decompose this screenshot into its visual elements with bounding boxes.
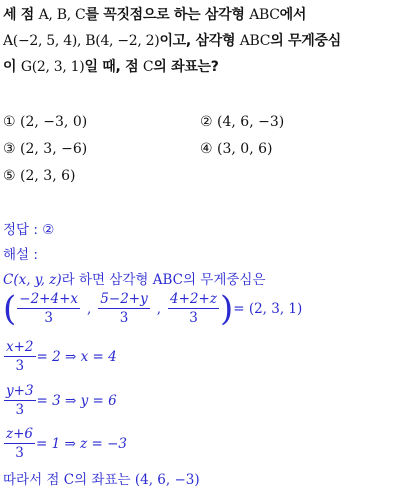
fraction-numerator: z+6	[6, 426, 34, 442]
centroid-equals: = (2, 3, 1)	[233, 300, 303, 317]
option-number: ⑤	[3, 168, 16, 184]
answer-label: 정답 : ②	[3, 222, 55, 238]
fraction-denominator: 3	[15, 402, 25, 418]
option-value: (2, 3, −6)	[20, 141, 88, 157]
solution-line-1	[3, 268, 266, 288]
solution-text: 따라서 점	[3, 472, 64, 488]
option-value: (2, 3, 6)	[20, 168, 76, 184]
option-2[interactable]	[200, 114, 284, 130]
option-value: (3, 0, 6)	[217, 141, 273, 157]
fraction-z	[168, 291, 219, 326]
comma: ,	[87, 300, 92, 317]
option-value: (4, 6, −3)	[217, 114, 285, 130]
option-value: (2, −3, 0)	[20, 114, 88, 130]
fraction-y	[98, 291, 149, 326]
fraction-numerator: 4+2+z	[170, 291, 217, 307]
solution-text: 의 좌표는	[74, 472, 135, 488]
left-paren: (	[3, 288, 17, 329]
point-coords: A(−2, 5, 4), B(4, −2, 2)	[3, 33, 160, 49]
solution-text: 라 하면 삼각형	[61, 272, 153, 288]
fraction-x	[17, 291, 80, 326]
question-text: 이고, 삼각형	[159, 33, 240, 49]
question-text: 이	[3, 59, 21, 75]
question-text: 의 무게중심	[270, 33, 341, 49]
question-line-2	[3, 30, 341, 50]
option-number: ③	[3, 141, 16, 157]
question-text: 에서	[279, 7, 307, 23]
equation-result: = 2 ⇒ x = 4	[36, 348, 117, 365]
points-label: A, B, C	[38, 7, 86, 23]
fraction-numerator: 5−2+y	[100, 291, 148, 307]
equation-z	[3, 426, 127, 461]
option-4[interactable]	[200, 141, 272, 157]
equation-result: = 3 ⇒ y = 6	[36, 392, 117, 409]
fraction-x-eq	[4, 339, 36, 374]
option-number: ④	[200, 141, 213, 157]
option-1[interactable]	[3, 114, 87, 130]
triangle-label: ABC	[249, 7, 280, 23]
option-3[interactable]	[3, 141, 87, 157]
question-text: 세 점	[3, 7, 39, 23]
equation-result: = 1 ⇒ z = −3	[36, 435, 128, 452]
explanation-label: 해설 :	[3, 247, 38, 263]
right-paren: )	[219, 288, 234, 329]
fraction-numerator: −2+4+x	[19, 291, 78, 307]
fraction-numerator: x+2	[6, 339, 34, 355]
fraction-numerator: y+3	[6, 383, 34, 399]
solution-text: 의 무게중심은	[182, 272, 266, 288]
option-number: ①	[3, 114, 16, 130]
fraction-denominator: 3	[15, 445, 24, 461]
option-5[interactable]	[3, 168, 75, 184]
fraction-denominator: 3	[44, 310, 53, 326]
point-label: C	[142, 59, 154, 75]
fraction-denominator: 3	[189, 310, 198, 326]
centroid-coords: G(2, 3, 1)	[20, 59, 85, 75]
final-answer-line	[3, 468, 200, 488]
point-label: C	[63, 472, 75, 488]
triangle-label: ABC	[239, 33, 271, 49]
fraction-denominator: 3	[119, 310, 129, 326]
equation-y	[3, 383, 117, 418]
fraction-z-eq	[4, 426, 35, 461]
option-number: ②	[200, 114, 213, 130]
triangle-label: ABC	[152, 272, 183, 288]
question-text: 의 좌표는?	[153, 59, 219, 75]
question-line-1	[3, 4, 306, 24]
centroid-formula	[3, 288, 303, 329]
point-c-coords: C(x, y, z)	[3, 272, 62, 288]
question-text: 일 때, 점	[84, 59, 143, 75]
fraction-denominator: 3	[15, 358, 25, 374]
question-line-3	[3, 56, 219, 76]
equation-x	[3, 339, 117, 374]
final-coords: (4, 6, −3)	[134, 472, 200, 488]
fraction-y-eq	[4, 383, 36, 418]
comma: ,	[156, 300, 162, 317]
question-text: 를 꼭짓점으로 하는 삼각형	[85, 7, 250, 23]
